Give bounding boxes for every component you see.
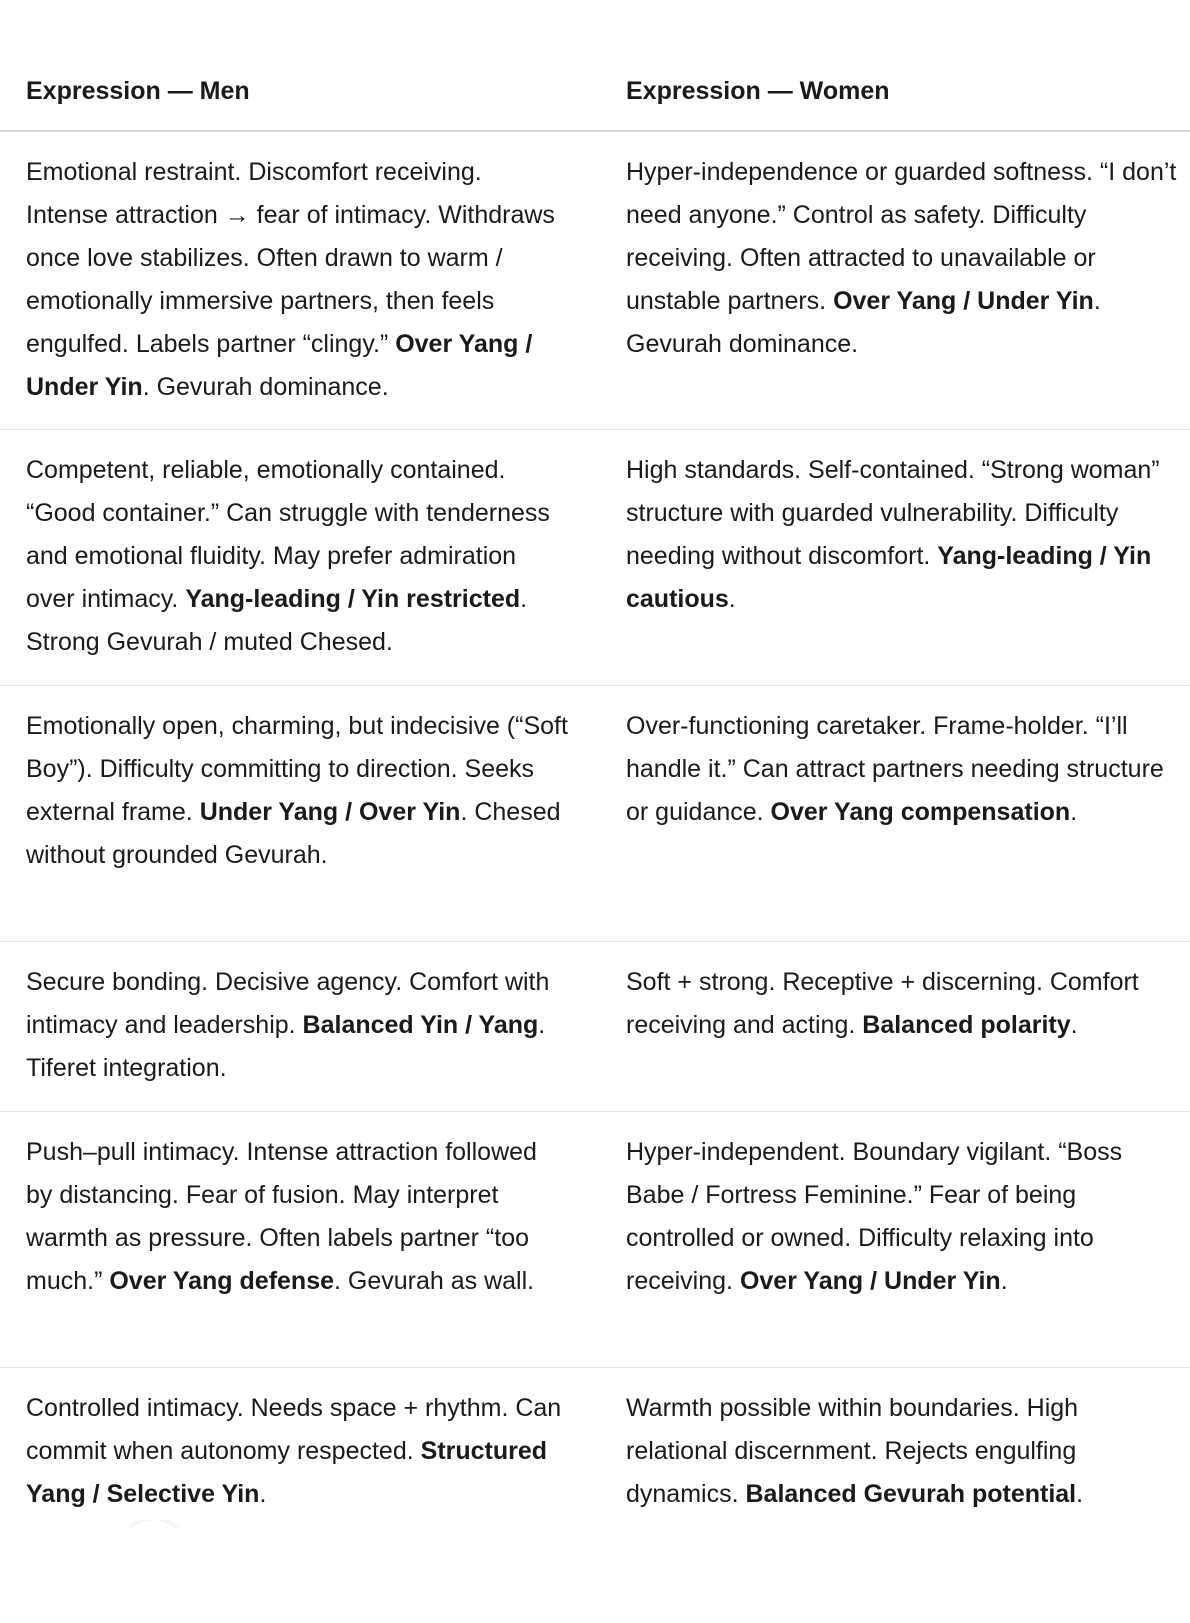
table-row [0,1112,1190,1368]
women-polarity: Over Yang compensation [770,798,1071,826]
women-tail: . [1000,1267,1008,1295]
men-text: Controlled intimacy. Needs space + rhythm. Can commit when autonomy respected. [26,1394,562,1465]
men-cell [0,1387,600,1530]
men-tail: . Tiferet integration. [26,1011,546,1082]
men-cell [0,151,600,411]
women-polarity: Yang-leading / Yin cautious [626,542,1152,613]
men-polarity: Under Yang / Over Yin [199,798,461,826]
men-tail: . [259,1480,267,1508]
men-text: Push–pull intimacy. Intense attraction followed by distancing. Fear of fusion. May interpret warmth as pressure. Often labels partner “too much.” [26,1138,537,1295]
women-cell [600,449,1190,667]
men-text: Competent, reliable, emotionally contained. “Good container.” Can struggle with tenderness and emotional fluidity. May prefer admiration over intimacy. [26,456,550,613]
table-row [0,132,1190,430]
women-cell [600,705,1190,923]
women-text: Hyper-independence or guarded softness. “I don’t need anyone.” Control as safety. Difficulty receiving. Often attracted to unavailable or unstable partners. [626,158,1177,315]
men-polarity: Structured Yang / Selective Yin [26,1437,548,1508]
women-polarity: Over Yang / Under Yin [739,1267,1001,1295]
women-text: High standards. Self-contained. “Strong woman” structure with guarded vulnerability. Difficulty needing without discomfort. [626,456,1160,570]
women-tail: . [1076,1480,1084,1508]
men-cell [0,1131,600,1349]
women-tail: . [728,585,736,613]
men-text: Secure bonding. Decisive agency. Comfort with intimacy and leadership. [26,968,550,1039]
women-tail: . [1070,798,1078,826]
men-text: Emotionally open, charming, but indecisive (“Soft Boy”). Difficulty committing to direction. Seeks external frame. [26,712,568,826]
men-text: Emotional restraint. Discomfort receiving. Intense attraction → fear of intimacy. Withdraws once love stabilizes. Often drawn to warm / emotionally immersive partners, then feels engulfed. Labels partner “clingy.” [26,158,555,358]
women-text: Hyper-independent. Boundary vigilant. “Boss Babe / Fortress Feminine.” Fear of being controlled or owned. Difficulty relaxing into receiving. [626,1138,1123,1295]
women-text: Warmth possible within boundaries. High relational discernment. Rejects engulfing dynamics. [626,1394,1079,1508]
table-row [0,686,1190,942]
table-row [0,942,1190,1112]
men-tail: . Gevurah as wall. [334,1267,535,1295]
women-polarity: Balanced Gevurah potential [745,1480,1077,1508]
men-cell [0,961,600,1093]
men-tail: . Gevurah dominance. [142,373,389,401]
header-men: Expression — Men [26,77,250,105]
men-polarity: Yang-leading / Yin restricted [185,585,521,613]
men-tail: . Strong Gevurah / muted Chesed. [26,585,528,656]
women-tail: . [1070,1011,1078,1039]
men-polarity: Over Yang defense [109,1267,335,1295]
women-tail: . Gevurah dominance. [626,287,1101,358]
table-header [0,0,1190,132]
women-cell [600,1131,1190,1349]
women-text: Over-functioning caretaker. Frame-holder. “I’ll handle it.” Can attract partners needing structure or guidance. [626,712,1164,826]
men-polarity: Balanced Yin / Yang [302,1011,539,1039]
women-polarity: Over Yang / Under Yin [833,287,1094,315]
header-women: Expression — Women [626,77,890,105]
men-cell [0,449,600,667]
women-polarity: Balanced polarity [862,1011,1071,1039]
men-polarity: Over Yang / Under Yin [26,330,533,401]
women-cell [600,1387,1190,1530]
table-row [0,430,1190,686]
men-cell [0,705,600,923]
table-row [0,1368,1190,1548]
men-tail: . Chesed without grounded Gevurah. [26,798,561,869]
women-cell [600,961,1190,1093]
women-text: Soft + strong. Receptive + discerning. Comfort receiving and acting. [626,968,1139,1039]
women-cell [600,151,1190,411]
